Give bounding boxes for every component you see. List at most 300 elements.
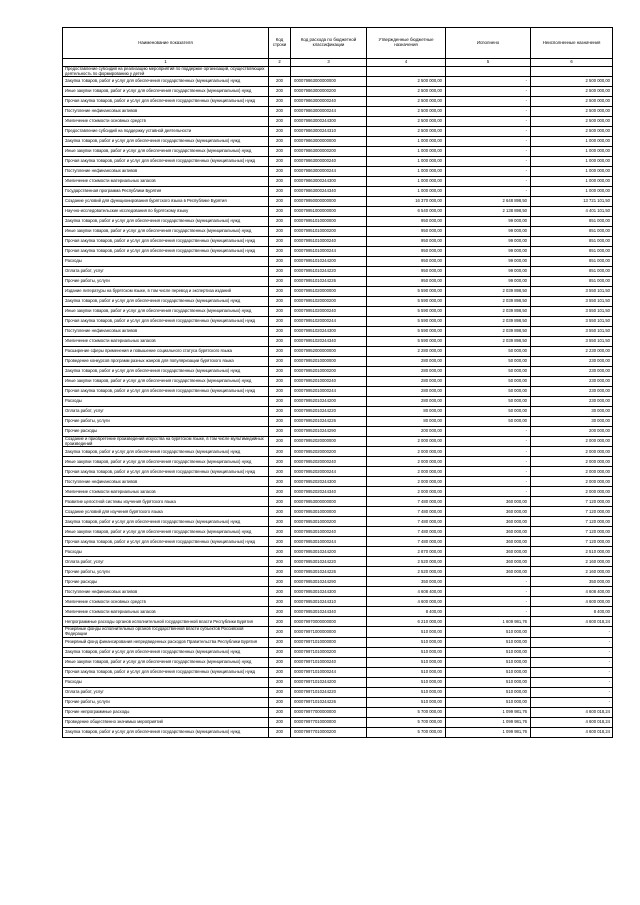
row-approved: 2 000 000,00: [367, 447, 446, 457]
row-remaining: 851 000,00: [531, 227, 613, 237]
row-executed: 510 000,00: [446, 677, 531, 687]
row-executed: -: [446, 177, 531, 187]
row-executed: 50 000,00: [446, 347, 531, 357]
row-remaining: 8 400,00: [531, 607, 613, 617]
table-row: [63, 357, 613, 367]
row-approved: 2 500 000,00: [367, 117, 446, 127]
row-executed: 1 609 981,76: [446, 617, 531, 627]
row-remaining: 2 000 000,00: [531, 477, 613, 487]
row-approved: 950 000,00: [367, 237, 446, 247]
row-kbk: 000079952020000244: [291, 467, 367, 477]
row-remaining: 230 000,00: [531, 387, 613, 397]
row-kbk: 000079951010000200: [291, 227, 367, 237]
row-remaining: 2 500 000,00: [531, 107, 613, 117]
row-remaining: 1 000 000,00: [531, 177, 613, 187]
row-remaining: [531, 67, 613, 77]
row-remaining: 1 000 000,00: [531, 147, 613, 157]
row-executed: -: [446, 77, 531, 87]
row-approved: 8 400,00: [367, 607, 446, 617]
row-executed: 360 000,00: [446, 517, 531, 527]
row-code: 200: [269, 277, 291, 287]
row-kbk: 000079951020244300: [291, 327, 367, 337]
row-approved: 2 000 000,00: [367, 487, 446, 497]
row-kbk: 000079951010244220: [291, 267, 367, 277]
row-code: 200: [269, 407, 291, 417]
table-row: [63, 157, 613, 167]
row-executed: -: [446, 607, 531, 617]
row-remaining: 4 600 018,24: [531, 717, 613, 727]
row-approved: 1 000 000,00: [367, 137, 446, 147]
table-row: [63, 617, 613, 627]
row-code: 200: [269, 627, 291, 637]
row-code: 200: [269, 247, 291, 257]
row-remaining: 1 000 000,00: [531, 157, 613, 167]
row-executed: 510 000,00: [446, 637, 531, 647]
row-remaining: 1 000 000,00: [531, 167, 613, 177]
row-remaining: 2 500 000,00: [531, 127, 613, 137]
row-name: Иные закупки товаров, работ и услуг для обеспечения государственных (муниципальных) нужд: [63, 87, 269, 97]
row-name: Расходы: [63, 547, 269, 557]
row-code: 200: [269, 577, 291, 587]
table-row: [63, 717, 613, 727]
row-name: Оплата работ, услуг: [63, 407, 269, 417]
row-name: Резервный фонд финансирования непредвиденных расходов Правительства Республики Бурятия: [63, 637, 269, 647]
table-row: [63, 567, 613, 577]
row-name: Прочая закупка товаров, работ и услуг для обеспечения государственных (муниципальных) нужд: [63, 97, 269, 107]
row-name: Проведение общественно значимых мероприятий: [63, 717, 269, 727]
row-approved: 7 480 000,00: [367, 517, 446, 527]
row-executed: 99 000,00: [446, 277, 531, 287]
row-approved: 1 000 000,00: [367, 157, 446, 167]
row-code: 200: [269, 357, 291, 367]
table-row: [63, 77, 613, 87]
row-name: Расходы: [63, 257, 269, 267]
row-approved: 950 000,00: [367, 217, 446, 227]
row-kbk: 000079951020000200: [291, 297, 367, 307]
row-remaining: 3 550 101,50: [531, 307, 613, 317]
row-executed: 2 039 898,50: [446, 337, 531, 347]
row-name: Прочие работы, услуги: [63, 697, 269, 707]
row-remaining: 4 600 000,00: [531, 597, 613, 607]
row-name: Прочая закупка товаров, работ и услуг для обеспечения государственных (муниципальных) нужд: [63, 247, 269, 257]
row-executed: -: [446, 457, 531, 467]
row-code: 200: [269, 537, 291, 547]
row-kbk: 000079953010244200: [291, 547, 367, 557]
row-kbk: 000079952010000240: [291, 377, 367, 387]
row-remaining: 2 500 000,00: [531, 117, 613, 127]
row-remaining: 851 000,00: [531, 277, 613, 287]
table-row: [63, 537, 613, 547]
row-executed: -: [446, 117, 531, 127]
row-name: Прочая закупка товаров, работ и услуг для обеспечения государственных (муниципальных) нужд: [63, 237, 269, 247]
row-kbk: 000079951010244226: [291, 277, 367, 287]
row-remaining: -: [531, 697, 613, 707]
row-name: Прочие работы, услуги: [63, 277, 269, 287]
row-kbk: 000079971010244200: [291, 677, 367, 687]
row-kbk: 000079971010000200: [291, 647, 367, 657]
row-kbk: 000079952010244220: [291, 407, 367, 417]
row-name: Иные закупки товаров, работ и услуг для обеспечения государственных (муниципальных) нужд: [63, 457, 269, 467]
column-numbering-row: [63, 59, 613, 67]
row-code: 200: [269, 217, 291, 227]
row-kbk: 000079951010244200: [291, 257, 367, 267]
row-code: 200: [269, 547, 291, 557]
row-code: 200: [269, 727, 291, 737]
table-row: [63, 107, 613, 117]
row-executed: 2 039 898,50: [446, 317, 531, 327]
table-row: [63, 347, 613, 357]
row-kbk: 000079863000000200: [291, 147, 367, 157]
row-name: Прочая закупка товаров, работ и услуг для обеспечения государственных (муниципальных) нужд: [63, 467, 269, 477]
row-code: 200: [269, 377, 291, 387]
column-number: 2: [269, 59, 291, 67]
row-code: 200: [269, 157, 291, 167]
row-remaining: 2 500 000,00: [531, 77, 613, 87]
row-executed: 50 000,00: [446, 377, 531, 387]
row-approved: 2 500 000,00: [367, 77, 446, 87]
table-row: [63, 627, 613, 637]
row-code: 200: [269, 697, 291, 707]
table-row: [63, 577, 613, 587]
header-approved: Утвержденные бюджетные назначения: [367, 28, 446, 59]
row-code: 200: [269, 647, 291, 657]
row-approved: 280 000,00: [367, 387, 446, 397]
row-executed: 360 000,00: [446, 567, 531, 577]
row-approved: 280 000,00: [367, 397, 446, 407]
row-kbk: 000079952020000200: [291, 447, 367, 457]
row-code: 200: [269, 557, 291, 567]
row-remaining: 2 000 000,00: [531, 447, 613, 457]
row-approved: 6 540 000,00: [367, 207, 446, 217]
row-approved: 2 500 000,00: [367, 97, 446, 107]
table-row: [63, 287, 613, 297]
row-name: Научно-исследовательские исследования по бурятскому языку: [63, 207, 269, 217]
row-approved: 2 280 000,00: [367, 347, 446, 357]
table-row: [63, 677, 613, 687]
row-code: 200: [269, 147, 291, 157]
row-executed: 50 000,00: [446, 367, 531, 377]
row-executed: 360 000,00: [446, 527, 531, 537]
row-code: 200: [269, 367, 291, 377]
table-row: [63, 657, 613, 667]
row-code: 200: [269, 307, 291, 317]
row-kbk: 000079863000000240: [291, 157, 367, 167]
row-approved: 7 480 000,00: [367, 507, 446, 517]
row-approved: 2 520 000,00: [367, 567, 446, 577]
row-name: Издание литературы на бурятском языке, в том числе перевод и экспертиза изданий: [63, 287, 269, 297]
row-executed: 2 138 898,50: [446, 207, 531, 217]
row-approved: 1 000 000,00: [367, 177, 446, 187]
row-kbk: 000079951020000244: [291, 317, 367, 327]
table-row: [63, 317, 613, 327]
row-name: Поступление нефинансовых активов: [63, 587, 269, 597]
table-row: [63, 177, 613, 187]
row-remaining: 2 230 000,00: [531, 347, 613, 357]
row-kbk: 000079863000244300: [291, 177, 367, 187]
row-remaining: 851 000,00: [531, 217, 613, 227]
table-row: [63, 137, 613, 147]
row-approved: 350 000,00: [367, 577, 446, 587]
row-kbk: 000079952020000000: [291, 437, 367, 447]
row-kbk: 000079953010244226: [291, 567, 367, 577]
row-executed: 99 000,00: [446, 227, 531, 237]
row-executed: 50 000,00: [446, 387, 531, 397]
table-row: [63, 427, 613, 437]
row-approved: 2 500 000,00: [367, 107, 446, 117]
row-approved: 510 000,00: [367, 677, 446, 687]
row-name: Предоставление субсидий на поддержку уставной деятельности: [63, 127, 269, 137]
row-approved: 510 000,00: [367, 687, 446, 697]
row-name: Проведение конкурсов программ разных жанров для популяризации бурятского языка: [63, 357, 269, 367]
row-approved: 5 590 000,00: [367, 297, 446, 307]
row-code: 200: [269, 517, 291, 527]
row-code: 200: [269, 177, 291, 187]
row-remaining: 230 000,00: [531, 367, 613, 377]
table-row: [63, 87, 613, 97]
row-code: 200: [269, 187, 291, 197]
row-kbk: 000079951020000000: [291, 287, 367, 297]
row-code: 200: [269, 117, 291, 127]
row-executed: -: [446, 137, 531, 147]
row-kbk: 000079953010000000: [291, 507, 367, 517]
row-kbk: [291, 67, 367, 77]
row-code: 200: [269, 487, 291, 497]
table-row: [63, 497, 613, 507]
row-remaining: 7 120 000,00: [531, 507, 613, 517]
row-approved: 2 500 000,00: [367, 127, 446, 137]
header-name: Наименование показателя: [63, 28, 269, 59]
row-name: Поступление нефинансовых активов: [63, 477, 269, 487]
row-code: 200: [269, 347, 291, 357]
row-kbk: 000079863000244340: [291, 187, 367, 197]
row-executed: -: [446, 187, 531, 197]
row-name: Иные закупки товаров, работ и услуг для обеспечения государственных (муниципальных) нужд: [63, 377, 269, 387]
row-code: 200: [269, 657, 291, 667]
row-executed: -: [446, 107, 531, 117]
row-remaining: -: [531, 647, 613, 657]
row-kbk: 000079952020000240: [291, 457, 367, 467]
row-kbk: 000079863000000244: [291, 167, 367, 177]
row-remaining: 2 000 000,00: [531, 467, 613, 477]
table-row: [63, 247, 613, 257]
row-code: 200: [269, 87, 291, 97]
row-name: Закупка товаров, работ и услуг для обеспечения государственных (муниципальных) нужд: [63, 517, 269, 527]
row-name: Расходы: [63, 397, 269, 407]
row-approved: 7 480 000,00: [367, 537, 446, 547]
table-row: [63, 297, 613, 307]
row-remaining: 851 000,00: [531, 237, 613, 247]
row-kbk: 000079951020244340: [291, 337, 367, 347]
row-executed: 1 099 981,76: [446, 717, 531, 727]
row-remaining: 3 550 101,50: [531, 327, 613, 337]
row-executed: -: [446, 447, 531, 457]
row-approved: 510 000,00: [367, 627, 446, 637]
table-row: [63, 277, 613, 287]
row-approved: 2 000 000,00: [367, 457, 446, 467]
row-code: 200: [269, 567, 291, 577]
row-approved: 5 590 000,00: [367, 337, 446, 347]
row-name: Иные закупки товаров, работ и услуг для обеспечения государственных (муниципальных) нужд: [63, 307, 269, 317]
row-kbk: 000079953010244290: [291, 577, 367, 587]
table-row: [63, 557, 613, 567]
row-name: Увеличение стоимости основных средств: [63, 117, 269, 127]
row-approved: 2 000 000,00: [367, 467, 446, 477]
row-executed: -: [446, 587, 531, 597]
row-executed: 510 000,00: [446, 697, 531, 707]
row-executed: 99 000,00: [446, 247, 531, 257]
row-executed: -: [446, 477, 531, 487]
table-row: [63, 507, 613, 517]
table-row: [63, 257, 613, 267]
row-name: Оплата работ, услуг: [63, 687, 269, 697]
header-code: Код строки: [269, 28, 291, 59]
row-approved: 7 480 000,00: [367, 527, 446, 537]
row-remaining: 13 721 101,50: [531, 197, 613, 207]
row-code: 200: [269, 617, 291, 627]
table-row: [63, 397, 613, 407]
table-row: [63, 267, 613, 277]
row-name: Закупка товаров, работ и услуг для обеспечения государственных (муниципальных) нужд: [63, 217, 269, 227]
row-name: Расходы: [63, 677, 269, 687]
row-name: Прочие расходы: [63, 427, 269, 437]
row-kbk: 000079863000244310: [291, 127, 367, 137]
row-name: Закупка товаров, работ и услуг для обеспечения государственных (муниципальных) нужд: [63, 447, 269, 457]
row-name: Увеличение стоимости материальных запасов: [63, 487, 269, 497]
row-remaining: 2 000 000,00: [531, 457, 613, 467]
row-name: Закупка товаров, работ и услуг для обеспечения государственных (муниципальных) нужд: [63, 727, 269, 737]
row-remaining: -: [531, 627, 613, 637]
row-remaining: 2 510 000,00: [531, 547, 613, 557]
row-code: 200: [269, 437, 291, 447]
row-name: Поступление нефинансовых активов: [63, 107, 269, 117]
row-name: Оплата работ, услуг: [63, 267, 269, 277]
row-remaining: -: [531, 657, 613, 667]
row-name: Прочая закупка товаров, работ и услуг для обеспечения государственных (муниципальных) нужд: [63, 157, 269, 167]
row-remaining: 3 550 101,50: [531, 317, 613, 327]
row-approved: 5 700 000,00: [367, 707, 446, 717]
table-row: [63, 307, 613, 317]
row-code: 200: [269, 337, 291, 347]
row-code: 200: [269, 457, 291, 467]
row-name: Развитие целостной системы изучения бурятского языка: [63, 497, 269, 507]
row-executed: 2 039 898,50: [446, 307, 531, 317]
row-executed: 99 000,00: [446, 267, 531, 277]
row-kbk: 000079977010000000: [291, 717, 367, 727]
row-remaining: 230 000,00: [531, 377, 613, 387]
row-approved: 5 590 000,00: [367, 307, 446, 317]
budget-execution-table: [62, 27, 613, 738]
row-name: Закупка товаров, работ и услуг для обеспечения государственных (муниципальных) нужд: [63, 647, 269, 657]
row-name: Закупка товаров, работ и услуг для обеспечения государственных (муниципальных) нужд: [63, 77, 269, 87]
row-code: 200: [269, 527, 291, 537]
row-kbk: 000079863000000240: [291, 97, 367, 107]
row-code: 200: [269, 107, 291, 117]
row-code: 200: [269, 197, 291, 207]
row-code: 200: [269, 297, 291, 307]
row-name: Прочая закупка товаров, работ и услуг для обеспечения государственных (муниципальных) нужд: [63, 317, 269, 327]
row-code: 200: [269, 167, 291, 177]
row-kbk: 000079952010000200: [291, 367, 367, 377]
row-kbk: 000079977000000000: [291, 707, 367, 717]
row-approved: 4 608 400,00: [367, 587, 446, 597]
table-row: [63, 67, 613, 77]
row-code: 200: [269, 707, 291, 717]
row-remaining: 2 000 000,00: [531, 437, 613, 447]
row-code: 200: [269, 137, 291, 147]
row-approved: 5 700 000,00: [367, 727, 446, 737]
header-remaining: Неисполненные назначения: [531, 28, 613, 59]
table-row: [63, 437, 613, 447]
row-remaining: 7 120 000,00: [531, 497, 613, 507]
row-name: Иные закупки товаров, работ и услуг для обеспечения государственных (муниципальных) нужд: [63, 657, 269, 667]
row-kbk: 000079951010000240: [291, 237, 367, 247]
row-executed: 50 000,00: [446, 407, 531, 417]
row-executed: 50 000,00: [446, 357, 531, 367]
table-row: [63, 487, 613, 497]
row-kbk: 000079970000000000: [291, 617, 367, 627]
row-name: Прочая закупка товаров, работ и услуг для обеспечения государственных (муниципальных) нужд: [63, 537, 269, 547]
row-code: 200: [269, 637, 291, 647]
row-code: 200: [269, 467, 291, 477]
row-executed: -: [446, 487, 531, 497]
row-approved: 80 000,00: [367, 407, 446, 417]
row-kbk: 000079971010000244: [291, 667, 367, 677]
row-kbk: 000079863000000200: [291, 87, 367, 97]
row-executed: -: [446, 167, 531, 177]
row-name: Прочая закупка товаров, работ и услуг для обеспечения государственных (муниципальных) нужд: [63, 667, 269, 677]
row-kbk: 000079971010000000: [291, 637, 367, 647]
row-name: Прочие непрограммные расходы: [63, 707, 269, 717]
row-code: 200: [269, 507, 291, 517]
row-kbk: 000079951010000000: [291, 217, 367, 227]
row-kbk: 000079952010244290: [291, 427, 367, 437]
row-code: 200: [269, 447, 291, 457]
row-code: 200: [269, 427, 291, 437]
row-remaining: 4 600 018,24: [531, 617, 613, 627]
row-executed: 1 099 981,76: [446, 707, 531, 717]
row-code: 200: [269, 587, 291, 597]
row-code: 200: [269, 387, 291, 397]
row-name: Непрограммные расходы органов исполнительной государственной власти Республики Бурятия: [63, 617, 269, 627]
table-row: [63, 687, 613, 697]
row-approved: 80 000,00: [367, 417, 446, 427]
table-row: [63, 547, 613, 557]
row-remaining: 7 120 000,00: [531, 527, 613, 537]
row-code: 200: [269, 227, 291, 237]
table-row: [63, 597, 613, 607]
row-name: Увеличение стоимости основных средств: [63, 597, 269, 607]
row-remaining: 851 000,00: [531, 247, 613, 257]
row-name: Предоставление субсидий на реализацию мероприятий по поддержке организаций, осуществляющих деятельность по формированию у детей: [63, 67, 269, 77]
row-executed: 510 000,00: [446, 687, 531, 697]
row-code: 200: [269, 207, 291, 217]
table-row: [63, 117, 613, 127]
table-row: [63, 467, 613, 477]
row-remaining: 7 120 000,00: [531, 517, 613, 527]
row-approved: [367, 67, 446, 77]
row-executed: 360 000,00: [446, 537, 531, 547]
row-name: Увеличение стоимости материальных запасов: [63, 177, 269, 187]
table-row: [63, 477, 613, 487]
row-name: Закупка товаров, работ и услуг для обеспечения государственных (муниципальных) нужд: [63, 137, 269, 147]
row-remaining: 851 000,00: [531, 257, 613, 267]
row-executed: 99 000,00: [446, 257, 531, 267]
row-approved: 1 000 000,00: [367, 147, 446, 157]
row-code: 200: [269, 717, 291, 727]
row-executed: 2 039 898,50: [446, 327, 531, 337]
row-code: 200: [269, 97, 291, 107]
row-approved: 5 590 000,00: [367, 327, 446, 337]
